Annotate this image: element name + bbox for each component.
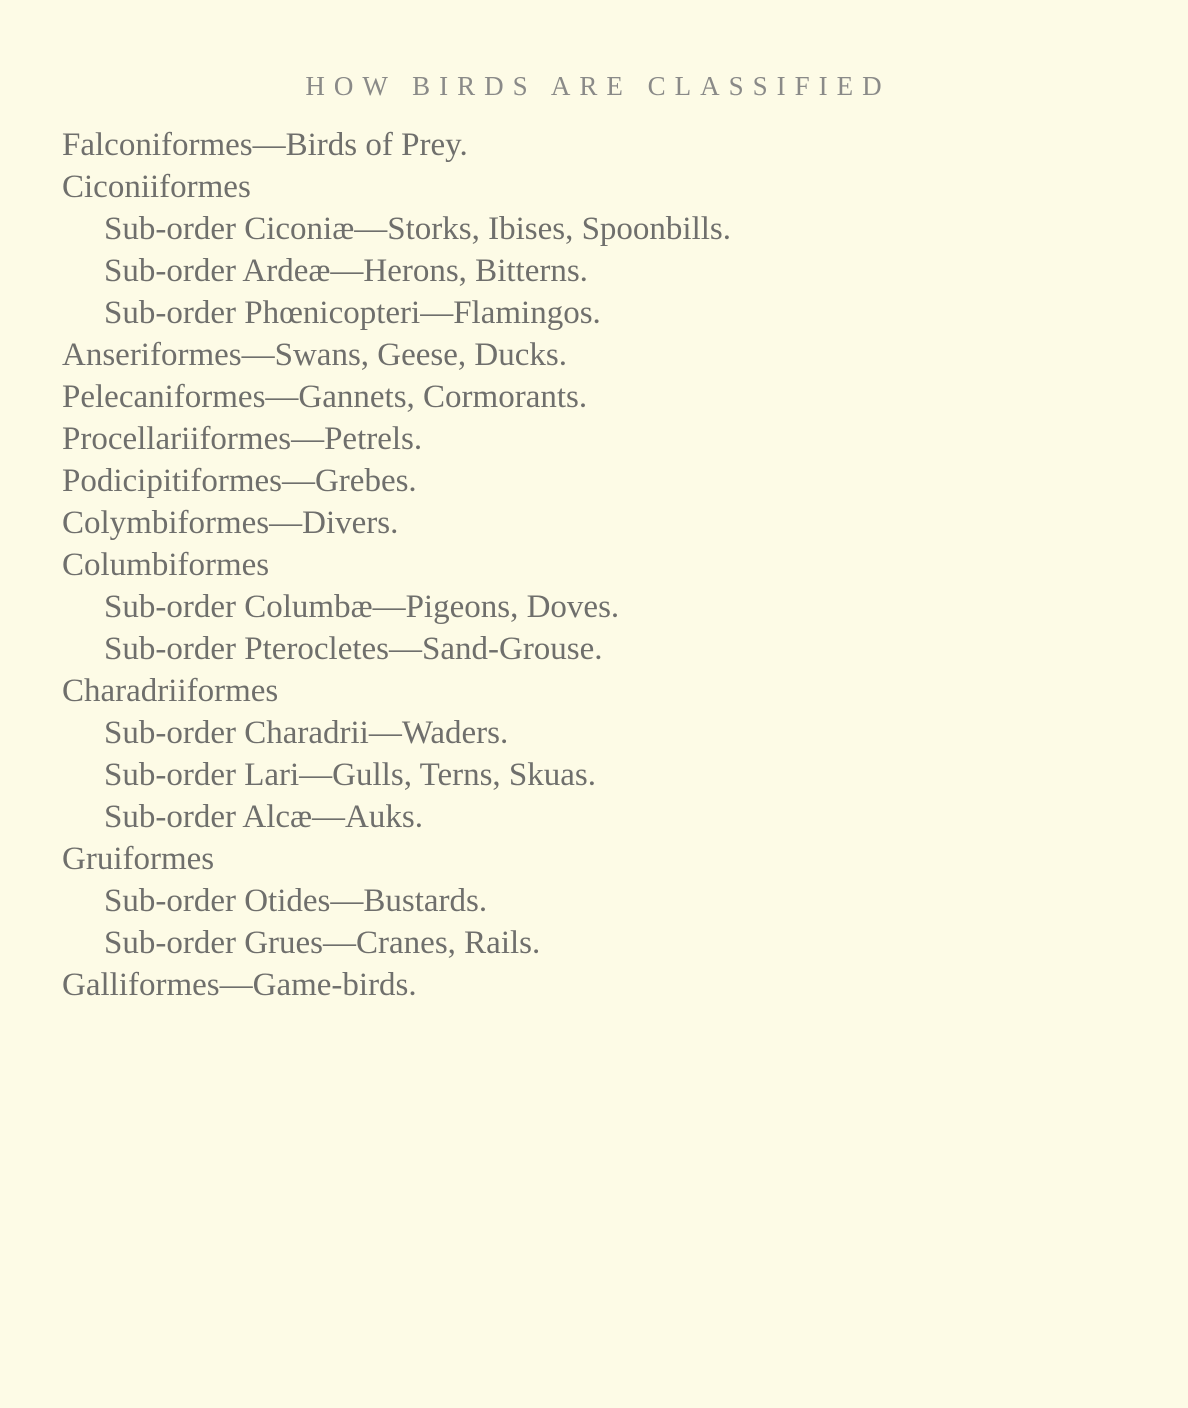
- order-entry: Ciconiiformes: [62, 169, 251, 205]
- order-entry: Galliformes—Game-birds.: [62, 967, 417, 1003]
- classification-list: [62, 124, 1142, 1006]
- suborder-entry: Sub-order Lari—Gulls, Terns, Skuas.: [104, 757, 597, 793]
- suborder-entry: Sub-order Charadrii—Waders.: [104, 715, 509, 751]
- suborder-entry: Sub-order Ciconiæ—Storks, Ibises, Spoonbills.: [104, 211, 732, 247]
- suborder-entry: Sub-order Phœnicopteri—Flamingos.: [104, 295, 601, 331]
- suborder-entry: Sub-order Pterocletes—Sand-Grouse.: [104, 631, 603, 667]
- suborder-entry: Sub-order Ardeæ—Herons, Bitterns.: [104, 253, 588, 289]
- order-entry: Colymbiformes—Divers.: [62, 505, 399, 541]
- order-entry: Columbiformes: [62, 547, 270, 583]
- suborder-entry: Sub-order Columbæ—Pigeons, Doves.: [104, 589, 620, 625]
- order-entry: Pelecaniformes—Gannets, Cormorants.: [62, 379, 588, 415]
- order-entry: Procellariiformes—Petrels.: [62, 421, 423, 457]
- suborder-entry: Sub-order Grues—Cranes, Rails.: [104, 925, 541, 961]
- running-head: HOW BIRDS ARE CLASSIFIED: [305, 71, 891, 101]
- order-entry: Podicipitiformes—Grebes.: [62, 463, 417, 499]
- order-entry: Falconiformes—Birds of Prey.: [62, 127, 468, 163]
- order-entry: Gruiformes: [62, 841, 215, 877]
- order-entry: Anseriformes—Swans, Geese, Ducks.: [62, 337, 567, 373]
- order-entry: Charadriiformes: [62, 673, 279, 709]
- suborder-entry: Sub-order Otides—Bustards.: [104, 883, 488, 919]
- suborder-entry: Sub-order Alcæ—Auks.: [104, 799, 423, 835]
